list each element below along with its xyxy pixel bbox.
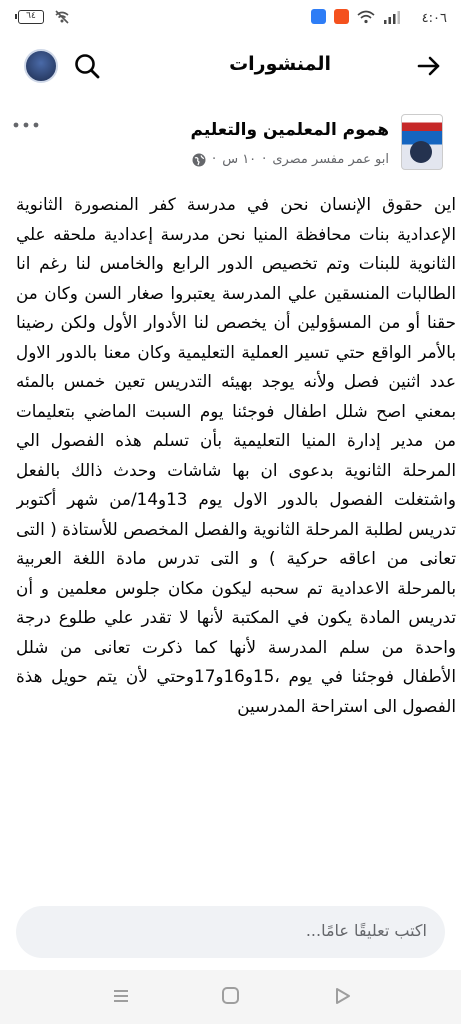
top-app-bar [0,40,461,94]
page-title: المنشورات [229,53,331,75]
search-icon[interactable] [73,52,101,80]
signal-icon [383,10,401,24]
recent-apps-icon[interactable] [112,988,130,1004]
wifi-off-icon [54,9,70,25]
comment-placeholder: اكتب تعليقًا عامًا... [305,921,427,940]
page-name-link[interactable]: هموم المعلمين والتعليم [190,120,389,140]
meta-separator: · [262,152,267,167]
back-triangle-icon[interactable] [333,987,351,1005]
arrow-right-icon[interactable] [415,52,443,80]
comment-input[interactable] [16,906,445,958]
post-meta [192,152,389,167]
more-horizontal-icon[interactable] [12,120,40,130]
post-text: اين حقوق الإنسان نحن في مدرسة كفر المنصورة الثانوية الإعدادية بنات محافظة المنيا نحن مدرسة إعدادية ملحقه علي الثانوية للبنات وتم تخصيص الدور الرابع والخامس لنا رغم انا الطالبات المنسقين علي المدرسة يعتبروا صغار السن وكان من حقنا أو من المسؤولين أن يخصص لنا الأدوار الأول ولكن رضينا بالأمر الواقع حتي تسير العملية التعليمية وكان معنا بالدور الاول عدد اثنين فصل ولأنه يوجد بهيئه التدريس تعين خمس بالمئه بمعني اصح شلل اطفال فوجئنا يوم السبت الماضي بتعليمات من مدير إدارة المنيا التعليمية بأن تسلم هذه الفصول الي المرحلة الثانوية بدعوى ان بها شاشات وحدث ذالك بالفعل واشتغلت الفصول بالدور الاول يوم 13و14/من شهر أكتوبر تدريس لطلبة المرحلة الثانوية والفصل المخصص للأستاذة ( التى تعانى من اعاقه حركية ) و التى تدرس مادة اللغة العربية بالمرحلة الاعدادية تم سحبه ليكون مكان جلوس معلمين و أن تدريس المادة يكون في المكتبة لأنها لا تقدر علي طلوع درجة واحدة من سلم المدرسة لأنها كما ذكرت تعانى من شلل الأطفال فوجئنا في يوم ،15و16و17وحتي لأن يتم حويل هذة الفصول الى استراحة المدرسين [16,194,456,716]
status-right-icons [311,9,401,24]
battery-level: ٦٤ [26,11,36,21]
profile-avatar[interactable] [24,49,58,83]
notification-icon [334,9,349,24]
wifi-icon [357,10,375,24]
page-avatar[interactable] [401,114,443,170]
post-time[interactable]: ١٠ س [222,152,257,167]
home-icon[interactable] [222,987,239,1004]
notification-icon [311,9,326,24]
post-body [16,190,456,902]
meta-separator: · [212,152,217,167]
post-author[interactable]: ابو عمر مفسر مصرى [272,152,389,167]
globe-icon [192,153,206,167]
post-header [0,110,461,174]
system-nav-bar [0,970,461,1024]
battery-icon [18,10,44,24]
status-bar [0,0,461,40]
comment-composer-area [0,898,461,970]
status-time: ٤:٠٦ [421,11,447,26]
status-left-icons [18,9,70,25]
